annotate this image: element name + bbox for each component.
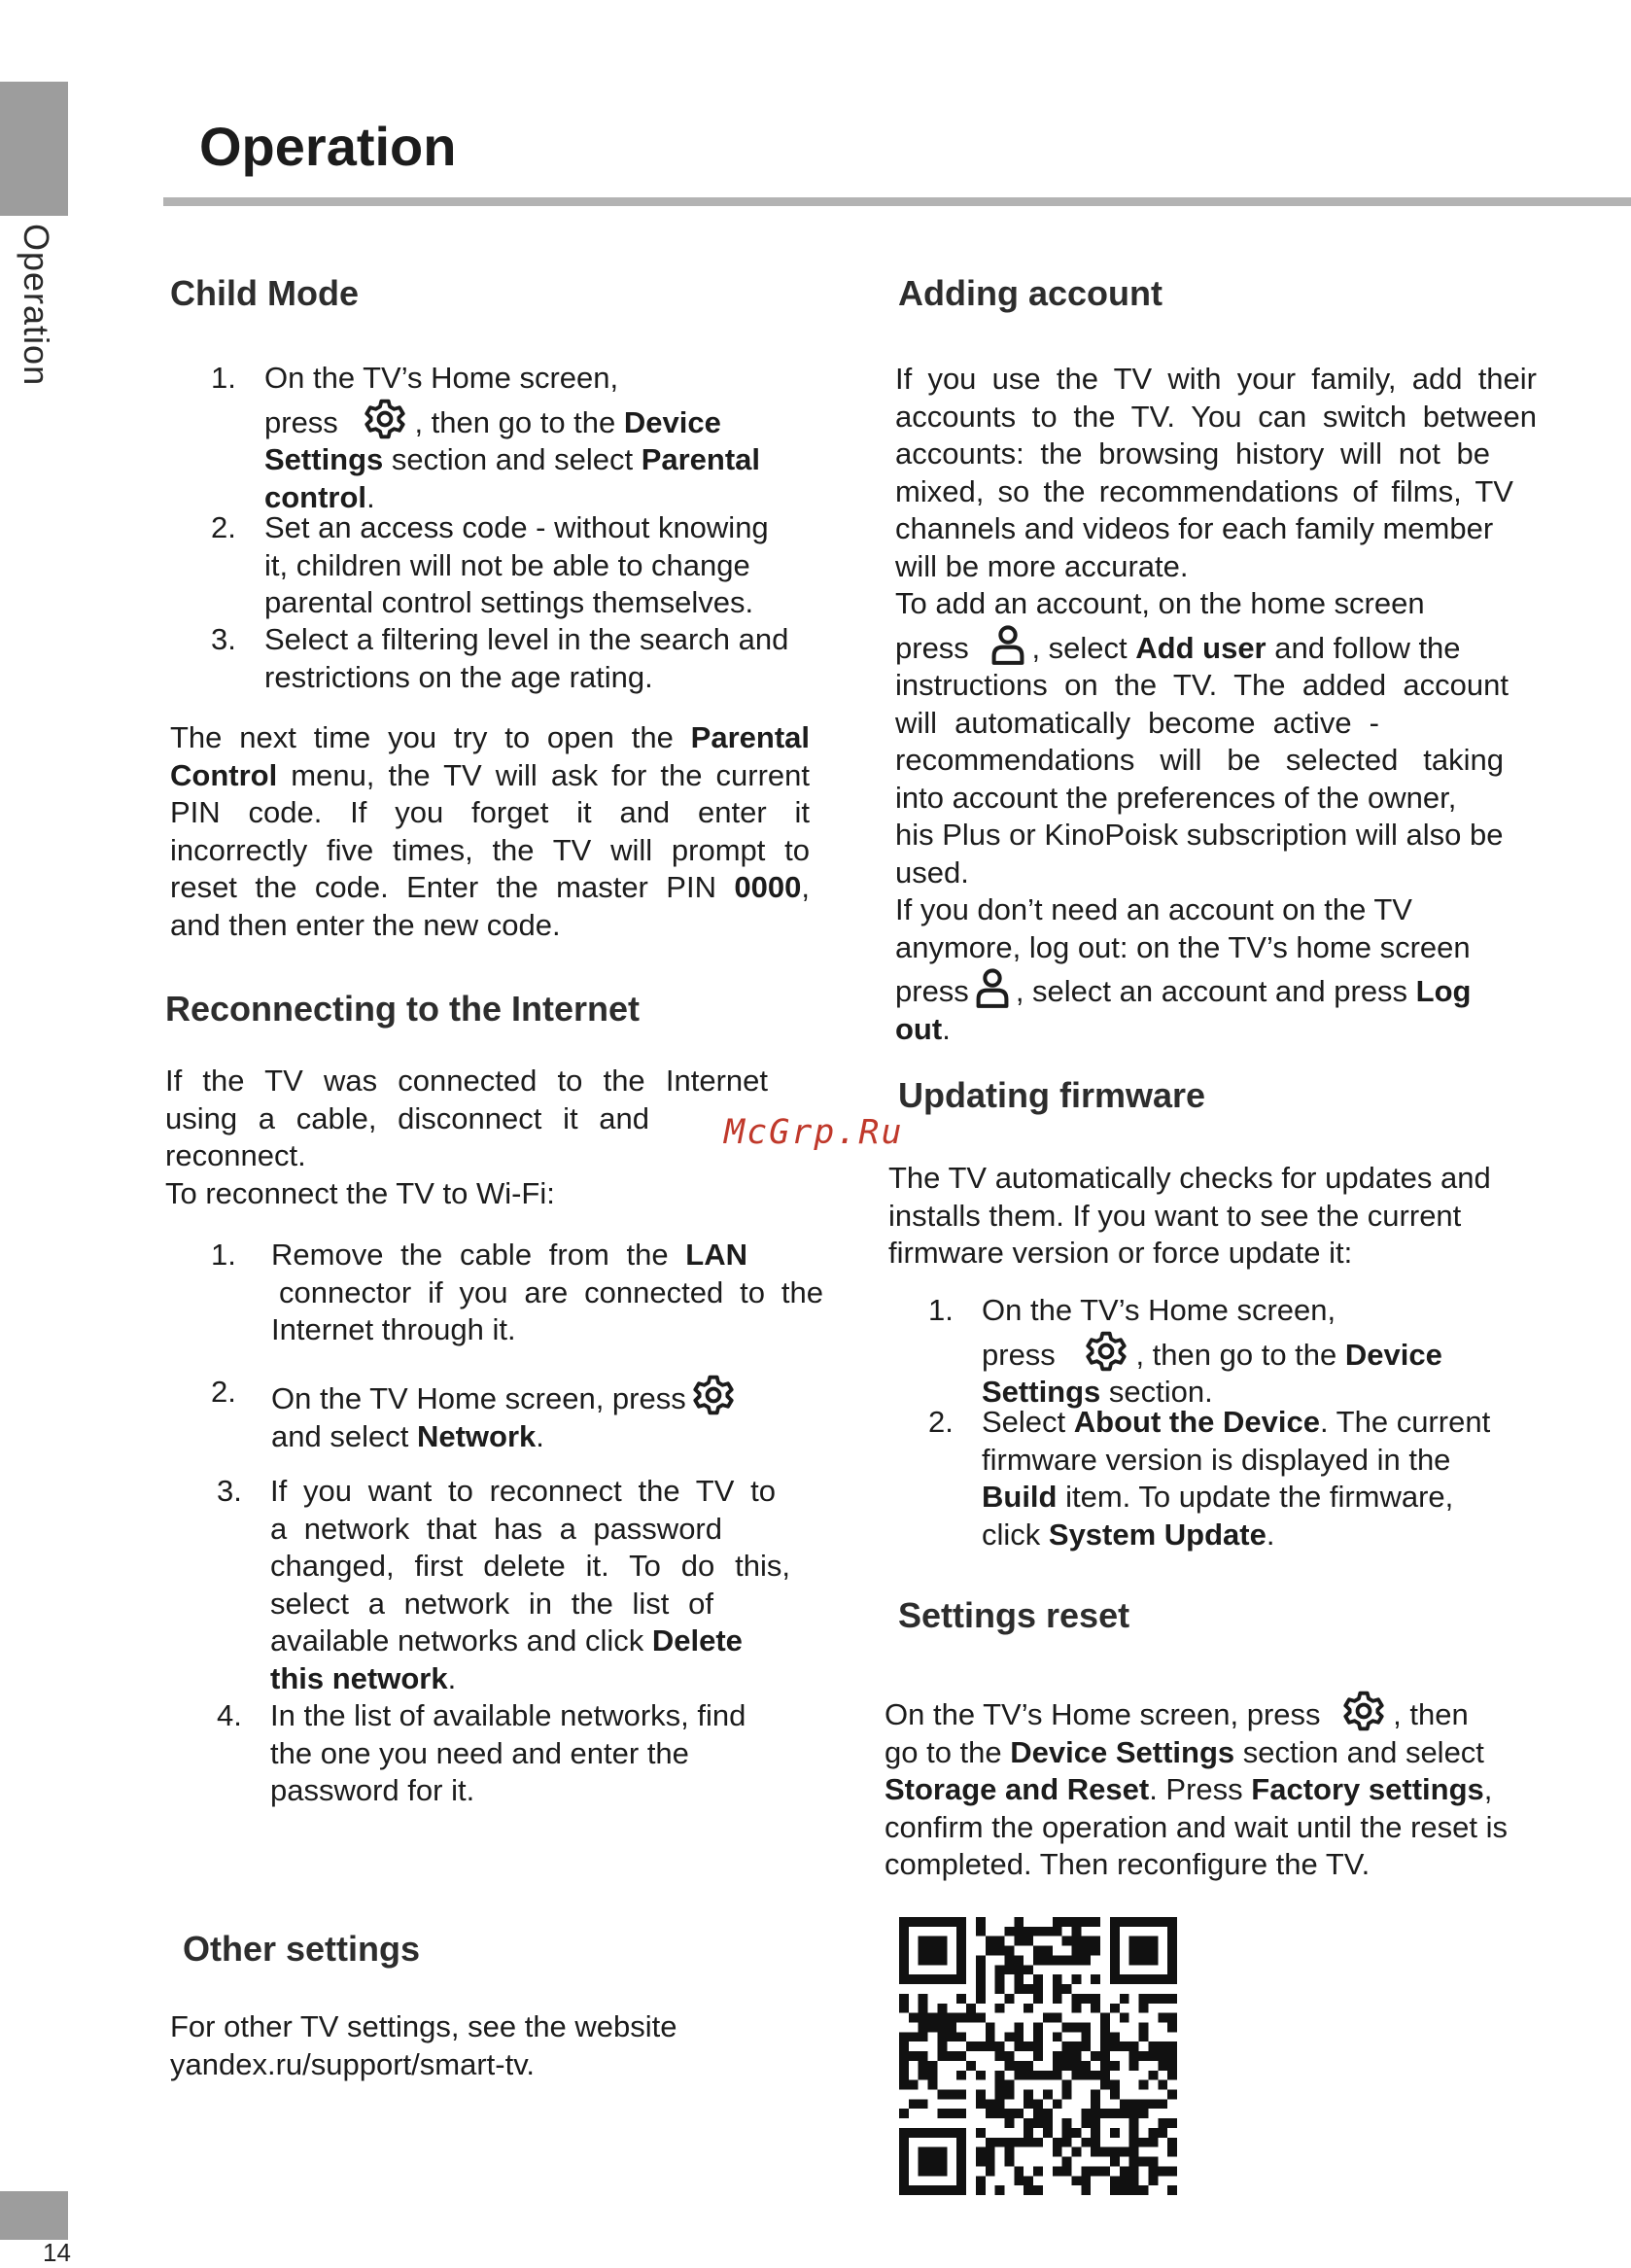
ui-term: Parental bbox=[690, 720, 810, 754]
reconnect-intro bbox=[165, 1063, 768, 1212]
support-link-text: yandex.ru/support/smart-tv. bbox=[170, 2046, 536, 2081]
watermark: McGrp.Ru bbox=[724, 1113, 904, 1152]
updating-firmware-heading: Updating firmware bbox=[898, 1075, 1206, 1115]
ui-term: Settings bbox=[264, 442, 384, 476]
paragraph-text: incorrectly five times, the TV will prompt to bbox=[170, 832, 810, 867]
paragraph-text: firmware version or force update it: bbox=[888, 1236, 1353, 1270]
paragraph-text: mixed, so the recommendations of films, TV bbox=[895, 473, 1513, 508]
paragraph-text: The next time you try to open the bbox=[170, 720, 691, 754]
ui-term: this network bbox=[270, 1660, 448, 1695]
step-text: , then go to the bbox=[414, 404, 616, 439]
paragraph-text: accounts: the browsing history will not be bbox=[895, 436, 1490, 471]
gear-icon bbox=[1342, 1690, 1385, 1732]
paragraph-text: and then enter the new code. bbox=[170, 907, 561, 942]
page-number: 14 bbox=[43, 2238, 71, 2267]
firmware-step-2 bbox=[928, 1404, 1550, 1553]
step-number: 3. bbox=[211, 622, 236, 656]
ui-term: Device bbox=[1344, 1337, 1442, 1372]
step-text: it, children will not be able to change bbox=[264, 547, 750, 582]
step-text: . bbox=[366, 479, 375, 514]
paragraph-text: , then bbox=[1393, 1697, 1469, 1731]
firmware-step-1 bbox=[928, 1292, 1550, 1412]
reconnect-step-3 bbox=[217, 1473, 819, 1697]
step-text: restrictions on the age rating. bbox=[264, 659, 653, 694]
reconnect-step-2 bbox=[211, 1374, 823, 1455]
other-settings-text bbox=[170, 2008, 773, 2083]
paragraph-text: section and select bbox=[1234, 1734, 1484, 1769]
paragraph-text: anymore, log out: on the TV’s home screen bbox=[895, 929, 1471, 964]
gear-icon bbox=[692, 1374, 735, 1416]
adding-account-heading: Adding account bbox=[898, 273, 1163, 313]
paragraph-text: his Plus or KinoPoisk subscription will also be bbox=[895, 818, 1504, 852]
step-text: select a network in the list of bbox=[270, 1586, 713, 1621]
ui-term: Factory settings bbox=[1251, 1772, 1484, 1806]
paragraph-text: , bbox=[801, 870, 810, 904]
child-mode-step-3 bbox=[211, 621, 818, 696]
step-text: On the TV’s Home screen, bbox=[264, 361, 619, 395]
paragraph-text: reset the code. Enter the master PIN bbox=[170, 870, 735, 904]
step-text: the one you need and enter the bbox=[270, 1735, 689, 1770]
paragraph-text: and follow the bbox=[1266, 630, 1461, 665]
ui-term: out bbox=[895, 1011, 943, 1046]
step-text: parental control settings themselves. bbox=[264, 585, 754, 619]
paragraph-text: completed. Then reconfigure the TV. bbox=[885, 1847, 1371, 1881]
title-rule bbox=[163, 197, 1631, 206]
ui-term: Storage and Reset bbox=[885, 1772, 1150, 1806]
step-number: 1. bbox=[928, 1293, 954, 1327]
step-text: If you want to reconnect the TV to bbox=[270, 1474, 776, 1508]
child-mode-paragraph bbox=[170, 719, 810, 944]
step-text: and select bbox=[271, 1418, 417, 1453]
paragraph-text: installs them. If you want to see the current bbox=[888, 1198, 1462, 1233]
page-number-tab bbox=[0, 2191, 68, 2240]
paragraph-text: . Press bbox=[1149, 1772, 1252, 1806]
ui-term: Log bbox=[1415, 974, 1472, 1008]
step-number: 3. bbox=[217, 1474, 242, 1508]
step-text: Internet through it. bbox=[271, 1312, 516, 1346]
reconnect-step-1 bbox=[211, 1237, 823, 1349]
ui-term: Control bbox=[170, 757, 278, 792]
paragraph-text: menu, the TV will ask for the current bbox=[277, 757, 810, 792]
qr-code bbox=[899, 1917, 1177, 2195]
paragraph-text: will be more accurate. bbox=[895, 548, 1189, 583]
step-number: 2. bbox=[928, 1405, 954, 1439]
ui-term: Add user bbox=[1135, 630, 1267, 665]
paragraph-text: If you use the TV with your family, add their bbox=[895, 362, 1537, 396]
side-section-label: Operation bbox=[17, 224, 56, 387]
master-pin: 0000 bbox=[734, 870, 802, 904]
step-number: 2. bbox=[211, 510, 236, 544]
paragraph-text: To add an account, on the home screen bbox=[895, 586, 1425, 620]
side-tab bbox=[0, 82, 68, 216]
step-text: Remove the cable from the bbox=[271, 1238, 686, 1272]
step-text: . The current bbox=[1320, 1405, 1491, 1439]
step-text: In the list of available networks, find bbox=[270, 1698, 746, 1732]
paragraph-text: reconnect. bbox=[165, 1138, 306, 1172]
paragraph-text: PIN code. If you forget it and enter it bbox=[170, 795, 810, 829]
paragraph-text: go to the bbox=[885, 1734, 1011, 1769]
step-text: available networks and click bbox=[270, 1623, 652, 1657]
paragraph-text: into account the preferences of the owner, bbox=[895, 780, 1457, 815]
paragraph-text: If the TV was connected to the Internet bbox=[165, 1064, 768, 1098]
paragraph-text: instructions on the TV. The added account bbox=[895, 668, 1509, 702]
reconnect-step-4 bbox=[217, 1697, 819, 1810]
paragraph-text: confirm the operation and wait until the reset is bbox=[885, 1809, 1509, 1844]
step-text: Select a filtering level in the search and bbox=[264, 622, 789, 656]
paragraph-text: used. bbox=[895, 855, 969, 890]
paragraph-text: For other TV settings, see the website bbox=[170, 2009, 677, 2043]
ui-term: Build bbox=[982, 1480, 1058, 1514]
adding-account-text bbox=[895, 361, 1537, 1048]
step-text: firmware version is displayed in the bbox=[982, 1442, 1451, 1477]
paragraph-text: If you don’t need an account on the TV bbox=[895, 892, 1412, 926]
person-icon bbox=[990, 623, 1025, 666]
step-text: . bbox=[1266, 1517, 1275, 1552]
paragraph-text: press bbox=[895, 630, 969, 665]
child-mode-step-2 bbox=[211, 509, 818, 622]
ui-term: Parental bbox=[641, 442, 761, 476]
gear-icon bbox=[1085, 1330, 1128, 1373]
step-text: click bbox=[982, 1517, 1049, 1552]
step-text: On the TV Home screen, press bbox=[271, 1381, 686, 1415]
step-number: 4. bbox=[217, 1698, 242, 1732]
paragraph-text: , select an account and press bbox=[1015, 974, 1416, 1008]
step-text: section. bbox=[1100, 1375, 1213, 1409]
step-text: . bbox=[447, 1660, 457, 1695]
ui-term: Network bbox=[416, 1418, 537, 1453]
ui-term: Device bbox=[623, 404, 721, 439]
other-settings-heading: Other settings bbox=[183, 1929, 421, 1969]
step-number: 2. bbox=[211, 1375, 236, 1409]
step-text: Set an access code - without knowing bbox=[264, 510, 769, 544]
gear-icon bbox=[364, 398, 406, 440]
reconnect-heading: Reconnecting to the Internet bbox=[165, 989, 641, 1029]
ui-term: Settings bbox=[982, 1375, 1101, 1409]
step-text: section and select bbox=[383, 442, 642, 476]
person-icon bbox=[975, 966, 1010, 1009]
step-text: item. To update the firmware, bbox=[1057, 1480, 1454, 1514]
step-number: 1. bbox=[211, 1238, 236, 1272]
step-text: press bbox=[982, 1337, 1056, 1372]
paragraph-text: , select bbox=[1031, 630, 1136, 665]
paragraph-text: will automatically become active - bbox=[895, 705, 1379, 740]
step-text: a network that has a password bbox=[270, 1511, 722, 1546]
ui-term: Device Settings bbox=[1010, 1734, 1235, 1769]
step-text: connector if you are connected to the bbox=[279, 1274, 823, 1309]
step-text: changed, first delete it. To do this, bbox=[270, 1549, 790, 1583]
ui-term: LAN bbox=[685, 1238, 747, 1272]
child-mode-heading: Child Mode bbox=[170, 273, 359, 313]
step-text: . bbox=[536, 1418, 544, 1453]
paragraph-text: On the TV’s Home screen, press bbox=[885, 1697, 1321, 1731]
paragraph-text: recommendations will be selected taking bbox=[895, 743, 1504, 777]
paragraph-text: press bbox=[895, 974, 969, 1008]
page-title: Operation bbox=[199, 116, 457, 177]
paragraph-text: The TV automatically checks for updates and bbox=[888, 1161, 1491, 1195]
step-number: 1. bbox=[211, 361, 236, 395]
paragraph-text: , bbox=[1483, 1772, 1493, 1806]
step-text: On the TV’s Home screen, bbox=[982, 1293, 1336, 1327]
paragraph-text: accounts to the TV. You can switch between bbox=[895, 399, 1537, 434]
child-mode-step-1 bbox=[211, 360, 818, 516]
step-text: Select bbox=[982, 1405, 1074, 1439]
ui-term: control bbox=[264, 479, 367, 514]
paragraph-text: using a cable, disconnect it and bbox=[165, 1100, 649, 1135]
step-text: , then go to the bbox=[1135, 1337, 1345, 1372]
settings-reset-heading: Settings reset bbox=[898, 1595, 1130, 1635]
step-text: press bbox=[264, 404, 338, 439]
ui-term: System Update bbox=[1048, 1517, 1267, 1552]
paragraph-text: To reconnect the TV to Wi-Fi: bbox=[165, 1175, 555, 1210]
updating-firmware-intro bbox=[888, 1160, 1530, 1273]
step-text: password for it. bbox=[270, 1773, 475, 1807]
settings-reset-text bbox=[885, 1690, 1536, 1884]
paragraph-text: channels and videos for each family member bbox=[895, 511, 1494, 545]
ui-term: Delete bbox=[651, 1623, 743, 1657]
ui-term: About the Device bbox=[1073, 1405, 1320, 1439]
paragraph-text: . bbox=[942, 1011, 951, 1046]
